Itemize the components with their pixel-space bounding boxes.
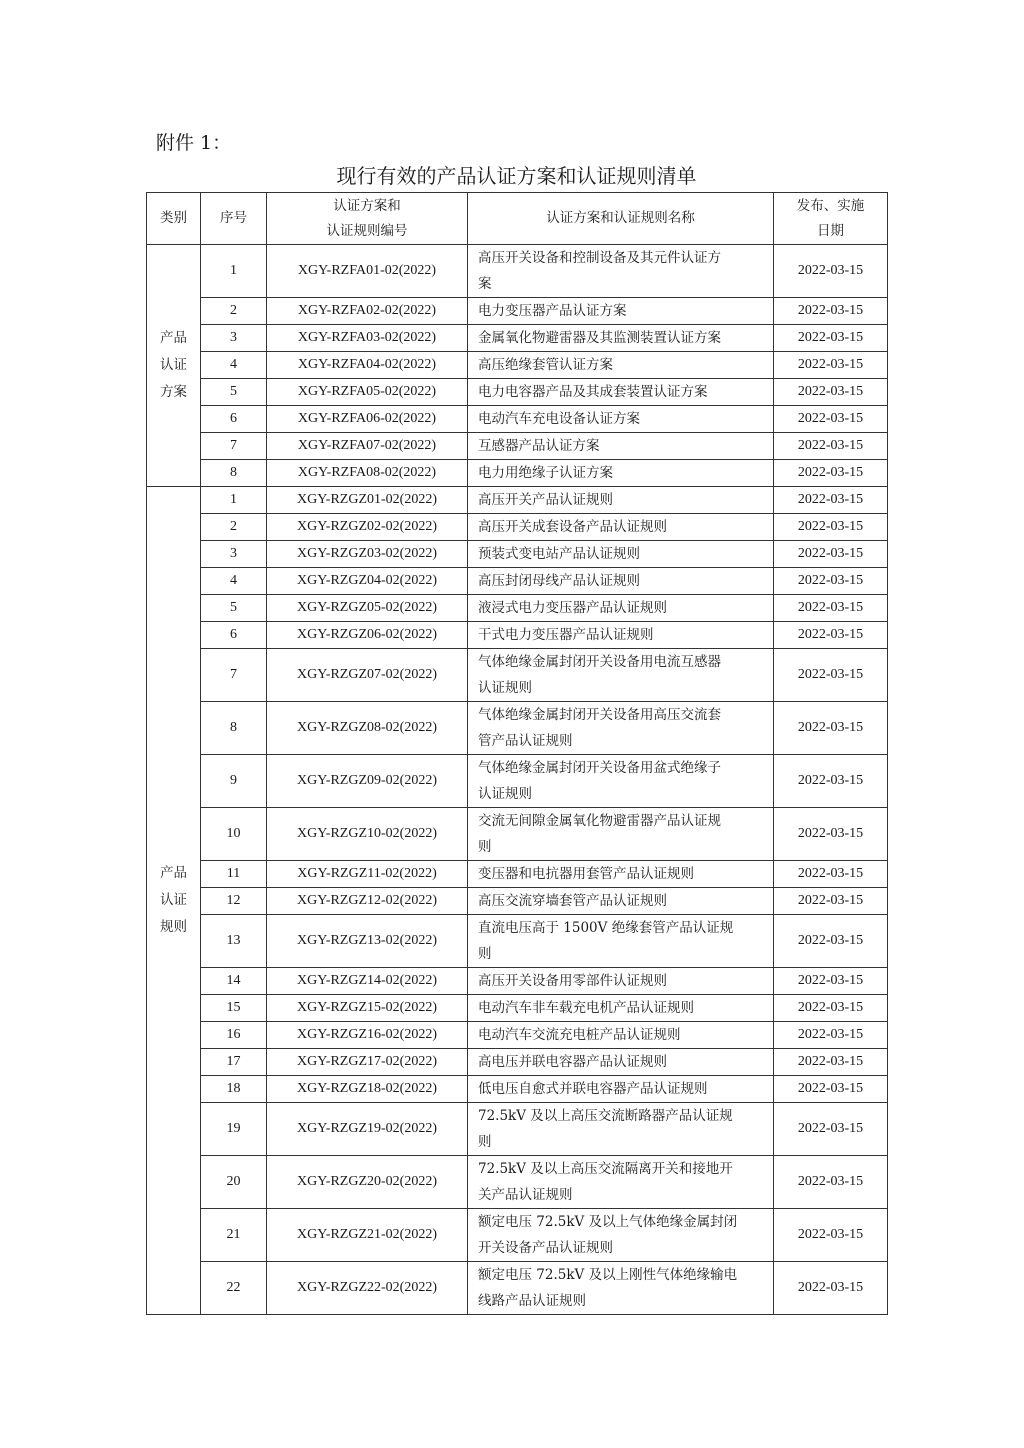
date-cell: 2022-03-15 (774, 755, 888, 808)
table-row (147, 460, 888, 487)
code-cell: XGY-RZFA02-02(2022) (267, 298, 468, 325)
table-row (147, 379, 888, 406)
code-cell: XGY-RZFA05-02(2022) (267, 379, 468, 406)
category-cell (147, 487, 201, 1315)
category-line: 产品 (160, 330, 187, 346)
name-line: 额定电压 72.5kV 及以上气体绝缘金属封闭 (478, 1214, 738, 1230)
name-line: 认证规则 (478, 680, 532, 696)
seq-cell: 1 (201, 487, 267, 514)
name-cell (468, 379, 774, 406)
code-cell: XGY-RZFA03-02(2022) (267, 325, 468, 352)
seq-cell: 19 (201, 1103, 267, 1156)
header-code (267, 193, 468, 245)
date-cell: 2022-03-15 (774, 379, 888, 406)
seq-cell: 6 (201, 406, 267, 433)
date-cell: 2022-03-15 (774, 968, 888, 995)
table-row (147, 1049, 888, 1076)
code-cell: XGY-RZGZ13-02(2022) (267, 915, 468, 968)
code-cell: XGY-RZGZ18-02(2022) (267, 1076, 468, 1103)
header-date-line1: 发布、实施 (796, 197, 865, 214)
seq-cell: 6 (201, 622, 267, 649)
table-row (147, 541, 888, 568)
seq-cell: 22 (201, 1262, 267, 1315)
header-code-line1: 认证方案和 (333, 197, 401, 214)
seq-cell: 21 (201, 1209, 267, 1262)
table-row (147, 325, 888, 352)
seq-cell: 8 (201, 460, 267, 487)
header-name: 认证方案和认证规则名称 (468, 193, 774, 245)
name-cell (468, 245, 774, 298)
name-line: 气体绝缘金属封闭开关设备用电流互感器 (478, 654, 721, 670)
header-date (774, 193, 888, 245)
name-line: 线路产品认证规则 (478, 1293, 586, 1309)
name-line: 变压器和电抗器用套管产品认证规则 (478, 866, 694, 882)
date-cell: 2022-03-15 (774, 622, 888, 649)
name-cell (468, 968, 774, 995)
date-cell: 2022-03-15 (774, 406, 888, 433)
name-line: 预装式变电站产品认证规则 (478, 546, 640, 562)
date-cell: 2022-03-15 (774, 808, 888, 861)
table-row (147, 1022, 888, 1049)
code-cell: XGY-RZGZ08-02(2022) (267, 702, 468, 755)
name-line: 高压开关设备用零部件认证规则 (478, 973, 667, 989)
name-line: 互感器产品认证方案 (478, 438, 600, 454)
seq-cell: 5 (201, 595, 267, 622)
code-cell: XGY-RZGZ09-02(2022) (267, 755, 468, 808)
date-cell: 2022-03-15 (774, 995, 888, 1022)
code-cell: XGY-RZGZ19-02(2022) (267, 1103, 468, 1156)
date-cell: 2022-03-15 (774, 487, 888, 514)
table-row (147, 702, 888, 755)
code-cell: XGY-RZFA08-02(2022) (267, 460, 468, 487)
seq-cell: 16 (201, 1022, 267, 1049)
name-cell (468, 622, 774, 649)
name-line: 电力用绝缘子认证方案 (478, 465, 613, 481)
date-cell: 2022-03-15 (774, 352, 888, 379)
table-row (147, 622, 888, 649)
name-line: 高压交流穿墙套管产品认证规则 (478, 893, 667, 909)
name-cell (468, 755, 774, 808)
code-cell: XGY-RZGZ01-02(2022) (267, 487, 468, 514)
category-line: 认证 (160, 357, 187, 373)
certification-table (146, 192, 888, 1315)
name-cell (468, 325, 774, 352)
name-line: 高压绝缘套管认证方案 (478, 357, 613, 373)
seq-cell: 9 (201, 755, 267, 808)
seq-cell: 11 (201, 861, 267, 888)
code-cell: XGY-RZGZ04-02(2022) (267, 568, 468, 595)
code-cell: XGY-RZFA01-02(2022) (267, 245, 468, 298)
seq-cell: 4 (201, 568, 267, 595)
name-line: 金属氧化物避雷器及其监测装置认证方案 (478, 330, 721, 346)
name-cell (468, 1209, 774, 1262)
name-line: 高压开关产品认证规则 (478, 492, 613, 508)
seq-cell: 7 (201, 649, 267, 702)
table-row (147, 915, 888, 968)
code-cell: XGY-RZGZ17-02(2022) (267, 1049, 468, 1076)
name-cell (468, 514, 774, 541)
name-line: 72.5kV 及以上高压交流断路器产品认证规 (478, 1108, 733, 1124)
category-cell (147, 245, 201, 487)
table-header (147, 193, 888, 245)
seq-cell: 20 (201, 1156, 267, 1209)
seq-cell: 4 (201, 352, 267, 379)
name-line: 案 (478, 276, 492, 292)
name-cell (468, 888, 774, 915)
seq-cell: 18 (201, 1076, 267, 1103)
code-cell: XGY-RZGZ22-02(2022) (267, 1262, 468, 1315)
code-cell: XGY-RZFA04-02(2022) (267, 352, 468, 379)
category-line: 方案 (160, 384, 187, 400)
code-cell: XGY-RZFA06-02(2022) (267, 406, 468, 433)
table-row (147, 995, 888, 1022)
name-cell (468, 460, 774, 487)
name-line: 干式电力变压器产品认证规则 (478, 627, 654, 643)
name-line: 72.5kV 及以上高压交流隔离开关和接地开 (478, 1161, 733, 1177)
table-row (147, 298, 888, 325)
name-line: 气体绝缘金属封闭开关设备用高压交流套 (478, 707, 721, 723)
table-row (147, 406, 888, 433)
code-cell: XGY-RZGZ05-02(2022) (267, 595, 468, 622)
name-line: 则 (478, 946, 492, 962)
code-cell: XGY-RZGZ10-02(2022) (267, 808, 468, 861)
name-line: 交流无间隙金属氧化物避雷器产品认证规 (478, 813, 721, 829)
name-cell (468, 915, 774, 968)
table-row (147, 245, 888, 298)
category-line: 产品 (160, 865, 187, 881)
name-cell (468, 1022, 774, 1049)
name-line: 电力变压器产品认证方案 (478, 303, 627, 319)
name-cell (468, 1262, 774, 1315)
seq-cell: 14 (201, 968, 267, 995)
seq-cell: 2 (201, 514, 267, 541)
name-line: 液浸式电力变压器产品认证规则 (478, 600, 667, 616)
table-row (147, 808, 888, 861)
name-line: 高压开关成套设备产品认证规则 (478, 519, 667, 535)
code-cell: XGY-RZFA07-02(2022) (267, 433, 468, 460)
name-line: 直流电压高于 1500V 绝缘套管产品认证规 (478, 920, 734, 936)
name-line: 高压封闭母线产品认证规则 (478, 573, 640, 589)
date-cell: 2022-03-15 (774, 1262, 888, 1315)
date-cell: 2022-03-15 (774, 1103, 888, 1156)
table-row (147, 861, 888, 888)
seq-cell: 5 (201, 379, 267, 406)
date-cell: 2022-03-15 (774, 915, 888, 968)
date-cell: 2022-03-15 (774, 460, 888, 487)
date-cell: 2022-03-15 (774, 1209, 888, 1262)
name-cell (468, 568, 774, 595)
name-cell (468, 487, 774, 514)
seq-cell: 15 (201, 995, 267, 1022)
table-row (147, 968, 888, 995)
name-cell (468, 352, 774, 379)
seq-cell: 3 (201, 325, 267, 352)
name-cell (468, 649, 774, 702)
name-line: 电动汽车交流充电桩产品认证规则 (478, 1027, 681, 1043)
table-row (147, 888, 888, 915)
code-cell: XGY-RZGZ16-02(2022) (267, 1022, 468, 1049)
date-cell: 2022-03-15 (774, 568, 888, 595)
name-cell (468, 702, 774, 755)
name-cell (468, 1076, 774, 1103)
code-cell: XGY-RZGZ06-02(2022) (267, 622, 468, 649)
name-line: 则 (478, 839, 492, 855)
name-cell (468, 808, 774, 861)
seq-cell: 13 (201, 915, 267, 968)
name-line: 管产品认证规则 (478, 733, 573, 749)
seq-cell: 8 (201, 702, 267, 755)
code-cell: XGY-RZGZ07-02(2022) (267, 649, 468, 702)
code-cell: XGY-RZGZ11-02(2022) (267, 861, 468, 888)
name-line: 则 (478, 1134, 492, 1150)
code-cell: XGY-RZGZ14-02(2022) (267, 968, 468, 995)
code-cell: XGY-RZGZ12-02(2022) (267, 888, 468, 915)
name-line: 低电压自愈式并联电容器产品认证规则 (478, 1081, 708, 1097)
date-cell: 2022-03-15 (774, 1022, 888, 1049)
date-cell: 2022-03-15 (774, 1156, 888, 1209)
seq-cell: 1 (201, 245, 267, 298)
table-row (147, 1076, 888, 1103)
date-cell: 2022-03-15 (774, 298, 888, 325)
name-line: 认证规则 (478, 786, 532, 802)
date-cell: 2022-03-15 (774, 649, 888, 702)
table-row (147, 487, 888, 514)
table-row (147, 1209, 888, 1262)
document-title: 现行有效的产品认证方案和认证规则清单 (336, 164, 697, 188)
date-cell: 2022-03-15 (774, 433, 888, 460)
seq-cell: 7 (201, 433, 267, 460)
table-body (147, 245, 888, 1315)
name-cell (468, 1156, 774, 1209)
name-line: 开关设备产品认证规则 (478, 1240, 613, 1256)
name-line: 关产品认证规则 (478, 1187, 573, 1203)
date-cell: 2022-03-15 (774, 1049, 888, 1076)
table-row (147, 514, 888, 541)
name-cell (468, 1049, 774, 1076)
seq-cell: 2 (201, 298, 267, 325)
attachment-label: 附件 1： (156, 132, 232, 154)
table-row (147, 568, 888, 595)
name-cell (468, 861, 774, 888)
header-category: 类别 (147, 193, 201, 245)
seq-cell: 10 (201, 808, 267, 861)
code-cell: XGY-RZGZ15-02(2022) (267, 995, 468, 1022)
code-cell: XGY-RZGZ21-02(2022) (267, 1209, 468, 1262)
name-line: 电动汽车充电设备认证方案 (478, 411, 640, 427)
name-cell (468, 298, 774, 325)
date-cell: 2022-03-15 (774, 514, 888, 541)
seq-cell: 17 (201, 1049, 267, 1076)
header-code-line2: 认证规则编号 (326, 222, 408, 239)
table-row (147, 649, 888, 702)
date-cell: 2022-03-15 (774, 888, 888, 915)
table-row (147, 1262, 888, 1315)
code-cell: XGY-RZGZ02-02(2022) (267, 514, 468, 541)
name-cell (468, 433, 774, 460)
table-row (147, 1156, 888, 1209)
table-row (147, 1103, 888, 1156)
seq-cell: 12 (201, 888, 267, 915)
table-row (147, 595, 888, 622)
category-line: 认证 (160, 892, 187, 908)
seq-cell: 3 (201, 541, 267, 568)
date-cell: 2022-03-15 (774, 861, 888, 888)
code-cell: XGY-RZGZ20-02(2022) (267, 1156, 468, 1209)
name-cell (468, 541, 774, 568)
code-cell: XGY-RZGZ03-02(2022) (267, 541, 468, 568)
date-cell: 2022-03-15 (774, 595, 888, 622)
category-line: 规则 (160, 919, 187, 935)
name-line: 高电压并联电容器产品认证规则 (478, 1054, 667, 1070)
name-cell (468, 406, 774, 433)
name-line: 高压开关设备和控制设备及其元件认证方 (478, 250, 721, 266)
name-cell (468, 1103, 774, 1156)
date-cell: 2022-03-15 (774, 1076, 888, 1103)
name-cell (468, 595, 774, 622)
date-cell: 2022-03-15 (774, 702, 888, 755)
header-seq: 序号 (201, 193, 267, 245)
name-line: 额定电压 72.5kV 及以上刚性气体绝缘输电 (478, 1267, 738, 1283)
name-line: 电动汽车非车载充电机产品认证规则 (478, 1000, 694, 1016)
table-row (147, 755, 888, 808)
name-line: 电力电容器产品及其成套装置认证方案 (478, 384, 708, 400)
date-cell: 2022-03-15 (774, 325, 888, 352)
table-row (147, 352, 888, 379)
name-line: 气体绝缘金属封闭开关设备用盆式绝缘子 (478, 760, 721, 776)
date-cell: 2022-03-15 (774, 245, 888, 298)
header-date-line2: 日期 (817, 222, 844, 239)
name-cell (468, 995, 774, 1022)
date-cell: 2022-03-15 (774, 541, 888, 568)
table-row (147, 433, 888, 460)
